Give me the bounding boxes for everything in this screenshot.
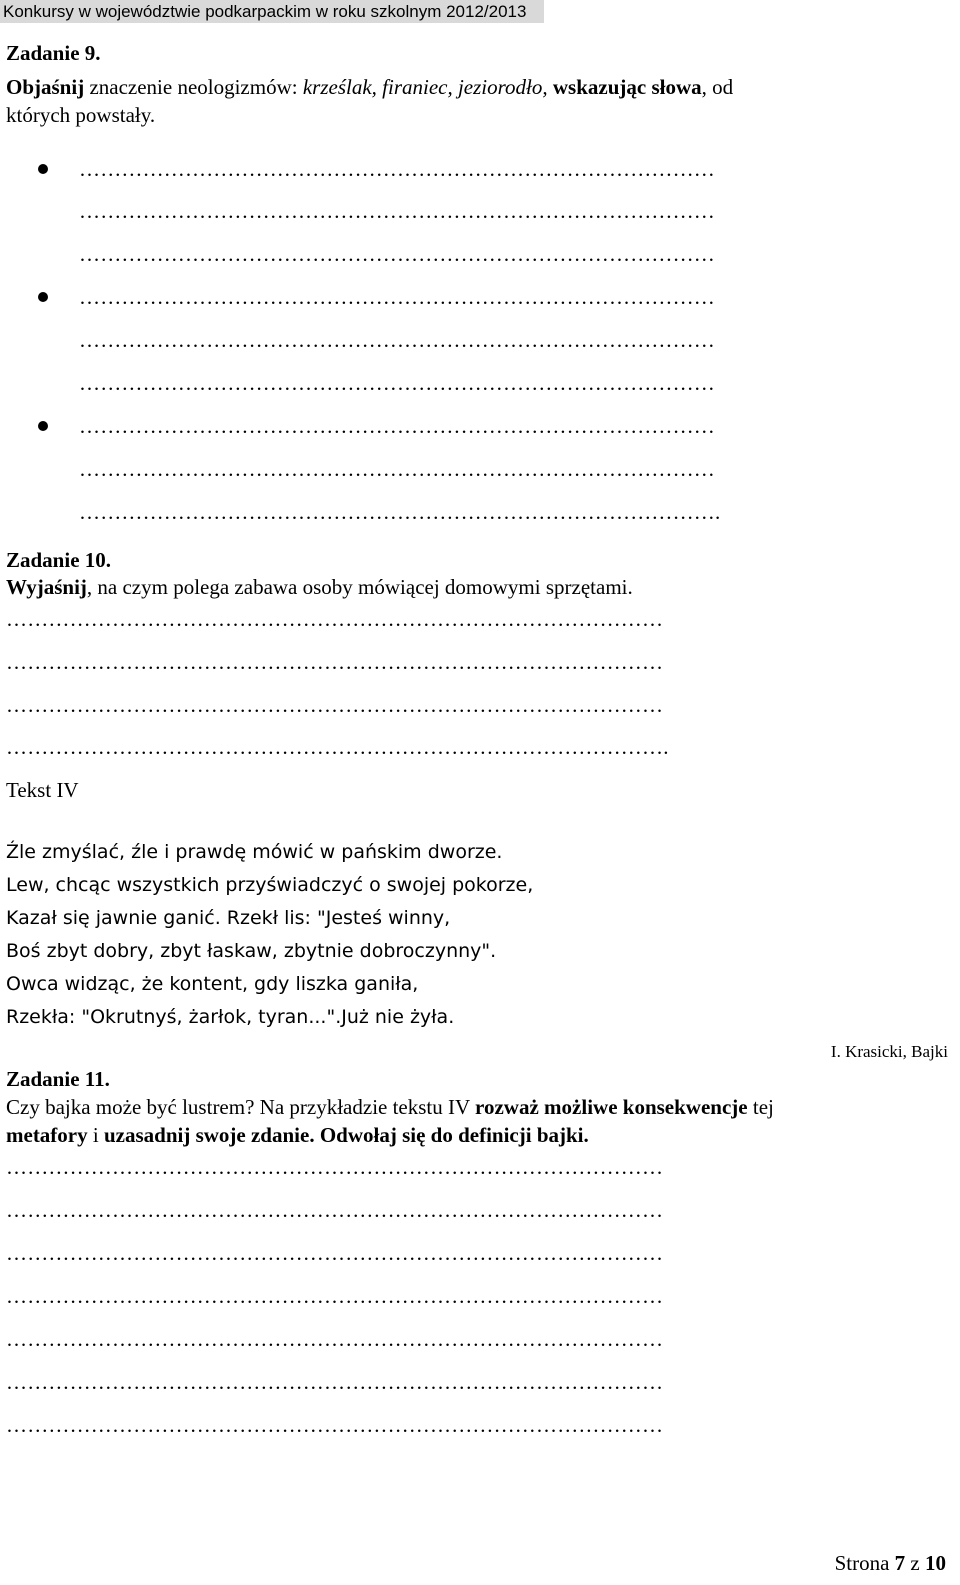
task9-answer-line[interactable]: ………………………………………………………………………………. <box>79 500 721 524</box>
task11-text-b: rozważ możliwe konsekwencje <box>475 1095 748 1119</box>
bullet-2 <box>38 292 48 302</box>
total-pages: 10 <box>925 1551 946 1575</box>
page-prefix: Strona <box>834 1551 895 1575</box>
task10-answer-line[interactable]: ………………………………………………………………………………… <box>6 650 664 674</box>
task11-answer-line[interactable]: ………………………………………………………………………………… <box>6 1155 664 1179</box>
bullet-3 <box>38 421 48 431</box>
attribution: I. Krasicki, Bajki <box>830 1042 948 1061</box>
task10-instruction <box>6 574 633 600</box>
page-mid: z <box>905 1551 925 1575</box>
task11-heading: Zadanie 11. <box>6 1067 110 1091</box>
poem-line: Owca widząc, że kontent, gdy liszka ganiła, <box>6 973 419 995</box>
task10-heading: Zadanie 10. <box>6 548 112 572</box>
task11-answer-line[interactable]: ………………………………………………………………………………… <box>6 1327 664 1351</box>
task9-answer-line[interactable]: ……………………………………………………………………………… <box>79 285 715 309</box>
poem-line: Źle zmyślać, źle i prawdę mówić w pańskim dworze. <box>6 841 503 863</box>
task9-answer-line[interactable]: ……………………………………………………………………………… <box>79 414 715 438</box>
task10-answer-line[interactable]: ………………………………………………………………………………… <box>6 607 664 631</box>
task9-answer-line[interactable]: ……………………………………………………………………………… <box>79 457 715 481</box>
poem-line: Kazał się jawnie ganić. Rzekł lis: "Jesteś winny, <box>6 907 451 929</box>
task11-answer-line[interactable]: ………………………………………………………………………………… <box>6 1284 664 1308</box>
task11-answer-line[interactable]: ………………………………………………………………………………… <box>6 1198 664 1222</box>
text4-heading: Tekst IV <box>6 778 79 802</box>
poem-line: Rzekła: "Okrutnyś, żarłok, tyran...".Już nie żyła. <box>6 1006 455 1028</box>
task11-answer-line[interactable]: ………………………………………………………………………………… <box>6 1413 664 1437</box>
task9-instr-verb: Objaśnij <box>6 75 85 99</box>
task9-instruction-line1 <box>6 74 733 100</box>
task11-text-f: uzasadnij swoje zdanie. Odwołaj się do definicji bajki. <box>103 1123 589 1147</box>
task11-answer-line[interactable]: ………………………………………………………………………………… <box>6 1241 664 1265</box>
task11-answer-line[interactable]: ………………………………………………………………………………… <box>6 1370 664 1394</box>
task10-answer-line[interactable]: …………………………………………………………………………………. <box>6 735 669 759</box>
task10-answer-line[interactable]: ………………………………………………………………………………… <box>6 693 664 717</box>
task9-instruction-line2: których powstały. <box>6 103 156 127</box>
task9-answer-line[interactable]: ……………………………………………………………………………… <box>79 242 715 266</box>
task9-instr-tail: , od <box>701 75 734 99</box>
task9-answer-line[interactable]: ……………………………………………………………………………… <box>79 199 715 223</box>
task9-answer-line[interactable]: ……………………………………………………………………………… <box>79 157 715 181</box>
task10-instr-text: , na czym polega zabawa osoby mówiącej domowymi sprzętami. <box>86 575 633 599</box>
task9-answer-line[interactable]: ……………………………………………………………………………… <box>79 371 715 395</box>
task11-instruction-line2 <box>6 1122 589 1148</box>
task11-text-e: i <box>87 1123 104 1147</box>
header-title: Konkursy w województwie podkarpackim w roku szkolnym 2012/2013 <box>3 2 527 21</box>
poem-line: Boś zbyt dobry, zbyt łaskaw, zbytnie dobroczynny". <box>6 940 497 962</box>
task11-instruction-line1 <box>6 1094 774 1120</box>
task11-text-a: Czy bajka może być lustrem? Na przykładzie tekstu IV <box>6 1095 476 1119</box>
bullet-1 <box>38 164 48 174</box>
page-number <box>835 1550 946 1576</box>
task11-text-d: metafory <box>6 1123 88 1147</box>
task10-instr-verb: Wyjaśnij <box>6 575 87 599</box>
task11-text-c: tej <box>747 1095 774 1119</box>
task9-instr-text: znaczenie neologizmów: <box>84 75 303 99</box>
task9-heading: Zadanie 9. <box>6 41 101 65</box>
current-page: 7 <box>894 1551 906 1575</box>
task9-instr-hint: wskazując słowa <box>547 75 702 99</box>
poem-line: Lew, chcąc wszystkich przyświadczyć o swojej pokorze, <box>6 874 534 896</box>
task9-words: krześlak, firaniec, jeziorodło, <box>302 75 548 99</box>
task9-answer-line[interactable]: ……………………………………………………………………………… <box>79 328 715 352</box>
